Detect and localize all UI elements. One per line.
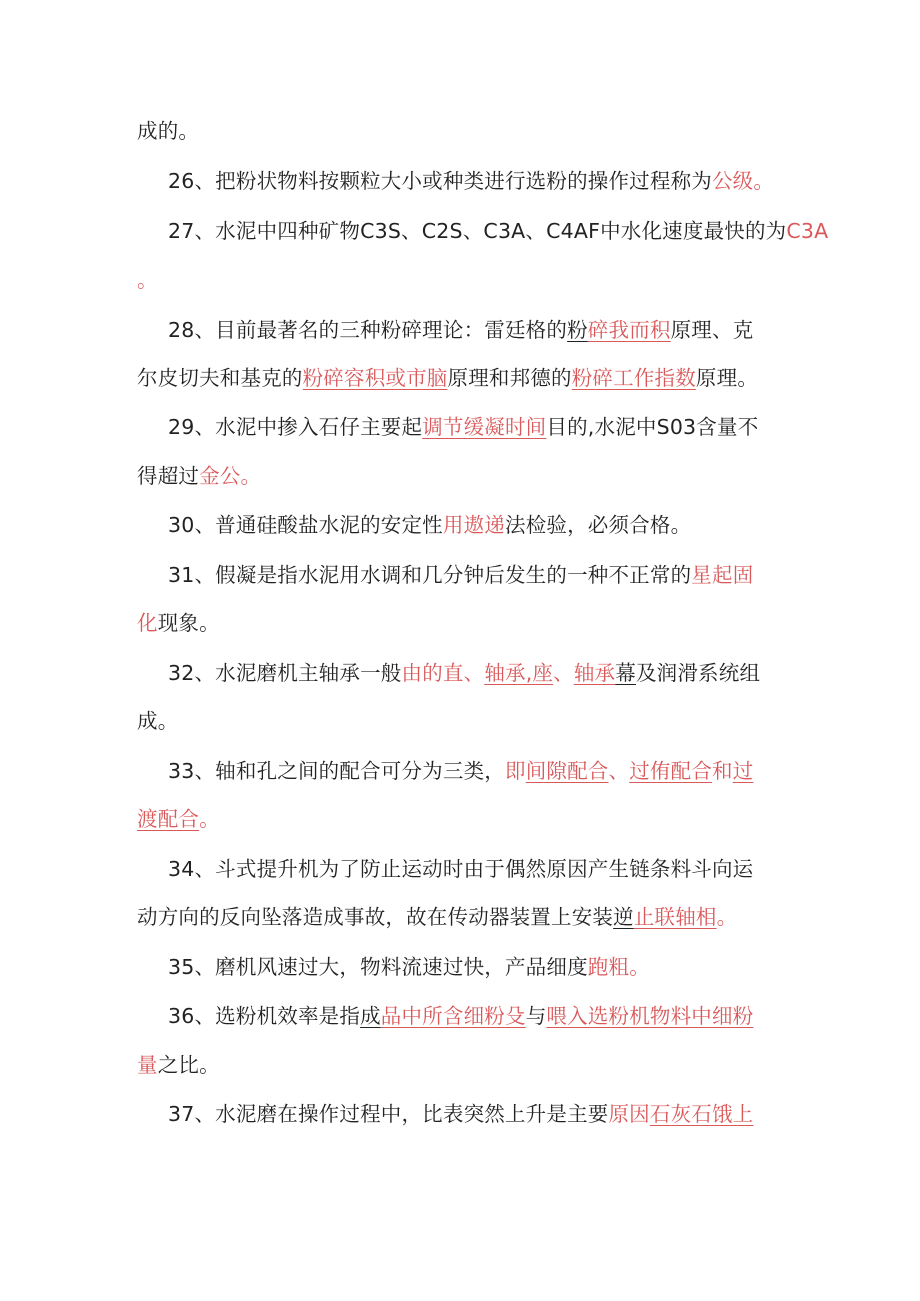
- answer-underlined: 碎我而积: [587, 318, 671, 342]
- body-text: 34、斗式提升机为了防止运动时由于偶然原因产生链条料斗向运: [168, 857, 754, 881]
- body-text: 尔皮切夫和基克的: [137, 366, 303, 390]
- answer-underlined: 轴承: [573, 661, 616, 685]
- body-text: 原理和邦德的: [447, 366, 572, 390]
- text-line: [168, 847, 920, 891]
- answer-text: 和: [712, 759, 733, 783]
- answer-underlined: 轴承,座: [484, 661, 554, 685]
- body-text: 28、目前最著名的三种粉碎理论：雷廷格的: [168, 318, 568, 342]
- answer-text: 化: [137, 611, 158, 635]
- text-line: [168, 159, 920, 203]
- answer-underlined: 粉碎工作指数: [571, 366, 696, 390]
- body-text: 36、选粉机效率是指: [168, 1004, 361, 1028]
- text-line: [137, 1043, 920, 1087]
- answer-text: C3A: [786, 219, 829, 243]
- body-text: 动方向的反向坠落造成事故，故在传动器装置上安装: [137, 905, 614, 929]
- answer-text: 。: [137, 268, 158, 292]
- answer-underlined: 止联轴相: [633, 905, 717, 929]
- answer-underlined: 过: [732, 759, 754, 783]
- text-line: [168, 945, 920, 989]
- body-text: 27、水泥中四种矿物C3S、C2S、C3A、C4AF中水化速度最快的为: [168, 219, 787, 243]
- body-text: 35、磨机风速过大，物料流速过快，产品细度: [168, 955, 588, 979]
- answer-text: 跑粗。: [587, 955, 650, 979]
- underlined-text: 成: [360, 1004, 381, 1028]
- answer-text: 原因: [608, 1102, 650, 1126]
- answer-text: 用遨递: [442, 513, 505, 537]
- text-line: [168, 1092, 920, 1136]
- body-text: 原理、克: [670, 318, 754, 342]
- text-line: [168, 308, 920, 352]
- text-line: [137, 895, 920, 939]
- body-text: 32、水泥磨机主轴承一般: [168, 661, 402, 685]
- answer-underlined: 间隙配合: [525, 759, 609, 783]
- answer-text: 、: [463, 661, 485, 685]
- answer-text: 。: [199, 807, 220, 831]
- text-line: [137, 454, 920, 498]
- text-line: [137, 109, 920, 153]
- body-text: 30、普通硅酸盐水泥的安定性: [168, 513, 443, 537]
- text-line: [168, 209, 920, 253]
- answer-text: 。: [716, 905, 738, 929]
- underlined-text: 幕: [615, 661, 636, 685]
- body-text: 33、轴和孔之间的配合可分为三类，: [168, 759, 505, 783]
- body-text: 成的。: [137, 119, 200, 143]
- text-line: [168, 405, 920, 449]
- text-line: [137, 258, 920, 302]
- body-text: 37、水泥磨在操作过程中，比表突然上升是主要: [168, 1102, 609, 1126]
- body-text: 29、水泥中掺入石仔主要起: [168, 415, 423, 439]
- text-line: [168, 503, 920, 547]
- answer-underlined: 渡配合: [137, 807, 200, 831]
- body-text: 现象。: [157, 611, 220, 635]
- answer-underlined: 过侑配合: [629, 759, 713, 783]
- text-line: [137, 797, 920, 841]
- answer-underlined: 石灰石饿上: [649, 1102, 754, 1126]
- answer-underlined: 喂入选粉机物料中细粉: [546, 1004, 754, 1028]
- answer-text: 公级。: [711, 169, 775, 193]
- text-line: [168, 994, 920, 1038]
- text-line: [137, 699, 920, 743]
- body-text: 31、假凝是指水泥用水调和几分钟后发生的一种不正常的: [168, 563, 692, 587]
- answer-text: 星起固: [691, 563, 754, 587]
- body-text: 之比。: [157, 1053, 220, 1077]
- answer-text: 即: [505, 759, 526, 783]
- answer-underlined: 粉碎容积或市脑: [302, 366, 448, 390]
- underlined-text: 逆: [613, 905, 634, 929]
- text-line: [168, 553, 920, 597]
- answer-underlined: 品中所含细粉殳: [380, 1004, 526, 1028]
- body-text: 26、把粉状物料按颗粒大小或种类进行选粉的操作过程称为: [168, 169, 712, 193]
- answer-text: 金公。: [199, 464, 262, 488]
- text-line: [137, 356, 920, 400]
- body-text: 目的,水泥中S03含量不: [546, 415, 759, 439]
- answer-text: 由的直: [401, 661, 464, 685]
- underlined-text: 粉: [567, 318, 588, 342]
- body-text: 及润滑系统组: [635, 661, 761, 685]
- answer-text: 、: [608, 759, 630, 783]
- body-text: 得超过: [137, 464, 200, 488]
- answer-text: 、: [553, 661, 574, 685]
- body-text: 原理。: [695, 366, 759, 390]
- text-line: [168, 651, 920, 695]
- text-line: [137, 601, 920, 645]
- answer-underlined: 调节缓凝时间: [422, 415, 547, 439]
- text-line: [168, 749, 920, 793]
- answer-text: 量: [137, 1053, 158, 1077]
- body-text: 成。: [137, 709, 179, 733]
- body-text: 法检验，必须合格。: [505, 513, 692, 537]
- body-text: 与: [525, 1004, 547, 1028]
